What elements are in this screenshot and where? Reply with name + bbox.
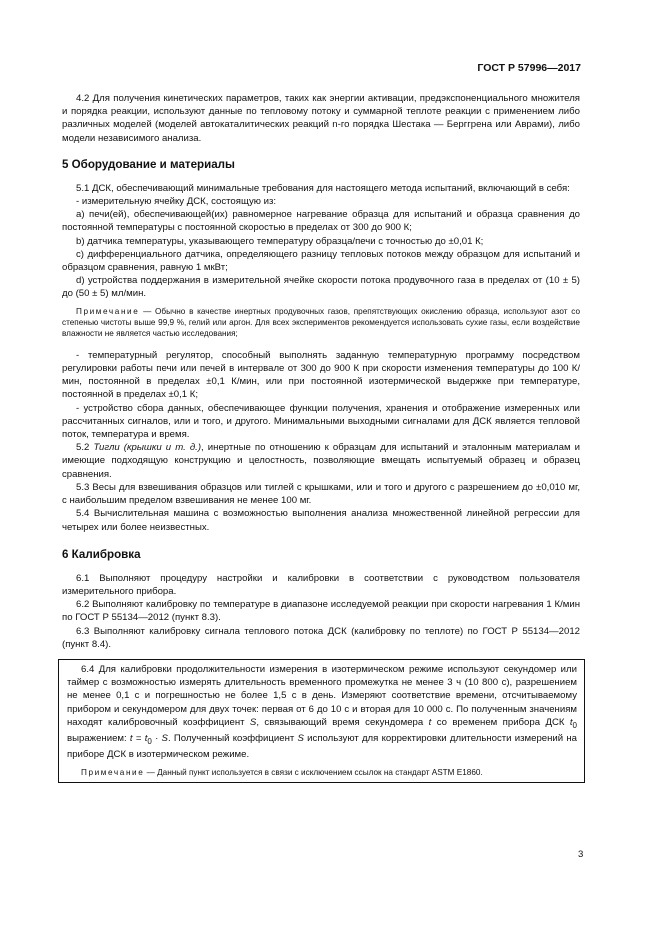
paragraph-6-4 — [67, 663, 577, 761]
note-text-2: — Данный пункт используется в связи с исключением ссылок на стандарт ASTM E1860. — [144, 768, 483, 778]
page-number: 3 — [578, 849, 584, 860]
note-purge-gas — [62, 306, 580, 340]
list-item-b-sensor: b) датчика температуры, указывающего температуру образца/печи с точностью до ±0,01 К; — [76, 235, 484, 247]
paragraph-6-1: 6.1 Выполняют процедуру настройки и калибровки в соответствии с руководством пользователя измерительного прибора. — [62, 572, 580, 597]
list-item-dsc-cell: - измерительную ячейку ДСК, состоящую из: — [76, 196, 277, 208]
paragraph-4-2: 4.2 Для получения кинетических параметров, таких как энергии активации, предэкспоненциального множителя и порядка реакции, используют данные по тепловому потоку и суммарной теплоте реакции с применением либо различных моделей (моделей автокаталитических реакций n-го порядка Шестака — Берггрена или Аврами), либо модели независимого анализа. — [62, 93, 580, 144]
note-label-2: Примечание — [81, 768, 145, 778]
section-6-heading: 6 Калибровка — [62, 547, 141, 561]
subscript-0: 0 — [572, 720, 577, 730]
paragraph-5-1: 5.1 ДСК, обеспечивающий минимальные требования для настоящего метода испытаний, включающий в себя: — [76, 182, 570, 194]
paragraph-6-4-text-4: выражением: — [67, 732, 130, 744]
list-item-temp-controller: - температурный регулятор, способный выполнять заданную температурную программу посредством регулировки работы печи или печей в интервале от 300 до 900 К при скорости изменения температуры до 100 К/мин, постоянной в пределах ±0,1 К/мин, или при постоянной изотермической выдержке при температуре, постоянной в пределах ±0,1 К; — [62, 349, 580, 401]
symbol-t: t — [428, 716, 432, 728]
symbol-s: S — [249, 716, 257, 728]
list-item-a-furnace: a) печи(ей), обеспечивающей(их) равномерное нагревание образца для испытаний и образца сравнения до постоянной температуры с постоянной скоростью в пределах от 300 до 900 К; — [62, 209, 580, 234]
paragraph-6-3: 6.3 Выполняют калибровку сигнала теплового потока ДСК (калибровку по теплоте) по ГОСТ Р 55134—2012 (пункт 8.4). — [62, 625, 580, 650]
equation-t0: t — [144, 732, 148, 744]
symbol-t0: t — [569, 716, 573, 728]
equation-s: S — [161, 732, 168, 744]
paragraph-5-4: 5.4 Вычислительная машина с возможностью выполнения анализа множественной линейной регрессии для четырех или более неизвестных. — [62, 508, 580, 533]
list-item-data-acquisition: - устройство сбора данных, обеспечивающее функции получения, хранения и отображение измеренных или рассчитанных сигналов, или и того, и другого. Минимальными выходными сигналами для ДСК является тепловой поток, температура и время. — [62, 402, 580, 441]
list-item-c-diff-sensor: c) дифференциального датчика, определяющего разницу тепловых потоков между образцом для испытаний и образцом сравнения, равную 1 мкВт; — [62, 248, 580, 274]
list-item-d-gas-flow: d) устройства поддержания в измерительной ячейке скорости потока продувочного газа в пределах от (10 ± 5) до (50 ± 5) мл/мин. — [62, 275, 580, 300]
note-text: — Обычно в качестве инертных продувочных газов, препятствующих окислению образца, используют азот со степенью чистоты выше 99,9 %, гелий или аргон. Для всех экспериментов рекомендуется использовать сухие газы, если воздействие влажности не является частью исследования; — [62, 306, 580, 339]
equation-dot: · — [151, 732, 162, 744]
paragraph-6-2: 6.2 Выполняют калибровку по температуре в диапазоне исследуемой реакции при скорости нагревания 1 К/мин по ГОСТ Р 55134—2012 (пункт 8.3). — [62, 599, 580, 624]
framed-clause-6-4 — [58, 659, 585, 783]
equation-equals: = — [132, 732, 145, 744]
paragraph-5-2-text: , инертные по отношению к образцам для испытаний и эталонным материалам и имеющие подходящую конструкцию и целостность, позволяющие вмещать испытуемый образец и образец сравнения. — [62, 442, 581, 480]
equation-subscript: 0 — [147, 736, 152, 746]
paragraph-5-3: 5.3 Весы для взвешивания образцов или тиглей с крышками, или и того и другого с разрешением до ±0,010 мг, с наибольшим пределом взвешивания не менее 100 мг. — [62, 481, 580, 507]
paragraph-6-4-text-2: , связывающий время секундомера — [256, 716, 429, 728]
paragraph-5-2-term: Тигли (крышки и т. д.) — [93, 442, 202, 454]
symbol-s-2: S — [297, 732, 304, 744]
paragraph-6-4-text-3: со временем прибора ДСК — [431, 716, 570, 728]
equation-t: t — [129, 732, 133, 744]
paragraph-6-4-text-6: используют для корректировки длительности измерений на приборе ДСК в изотермическом режиме. — [67, 732, 578, 760]
paragraph-6-4-text-1: 6.4 Для калибровки продолжительности измерения в изотермическом режиме используют секундомер или таймер с возможностью измерять длительность временного промежутка не менее 3 ч (10 800 с), разрешением не менее 0,1 с и погрешностью не более 1,5 с в день. Измеряют соответствие времени, отсчитываемому прибором и секундомером для двух точек: первая от 6 до 10 с и вторая для 10 000 с. По полученным значениям находят калибровочный коэффициент — [67, 663, 577, 728]
note-astm — [67, 767, 577, 778]
document-body — [62, 92, 580, 783]
section-5-heading: 5 Оборудование и материалы — [62, 157, 235, 171]
paragraph-5-2-number: 5.2 — [76, 442, 94, 454]
document-code-header: ГОСТ Р 57996—2017 — [477, 62, 581, 74]
paragraph-5-2 — [62, 441, 580, 481]
paragraph-6-4-text-5: . Полученный коэффициент — [167, 732, 298, 744]
note-label: Примечание — [76, 306, 140, 316]
